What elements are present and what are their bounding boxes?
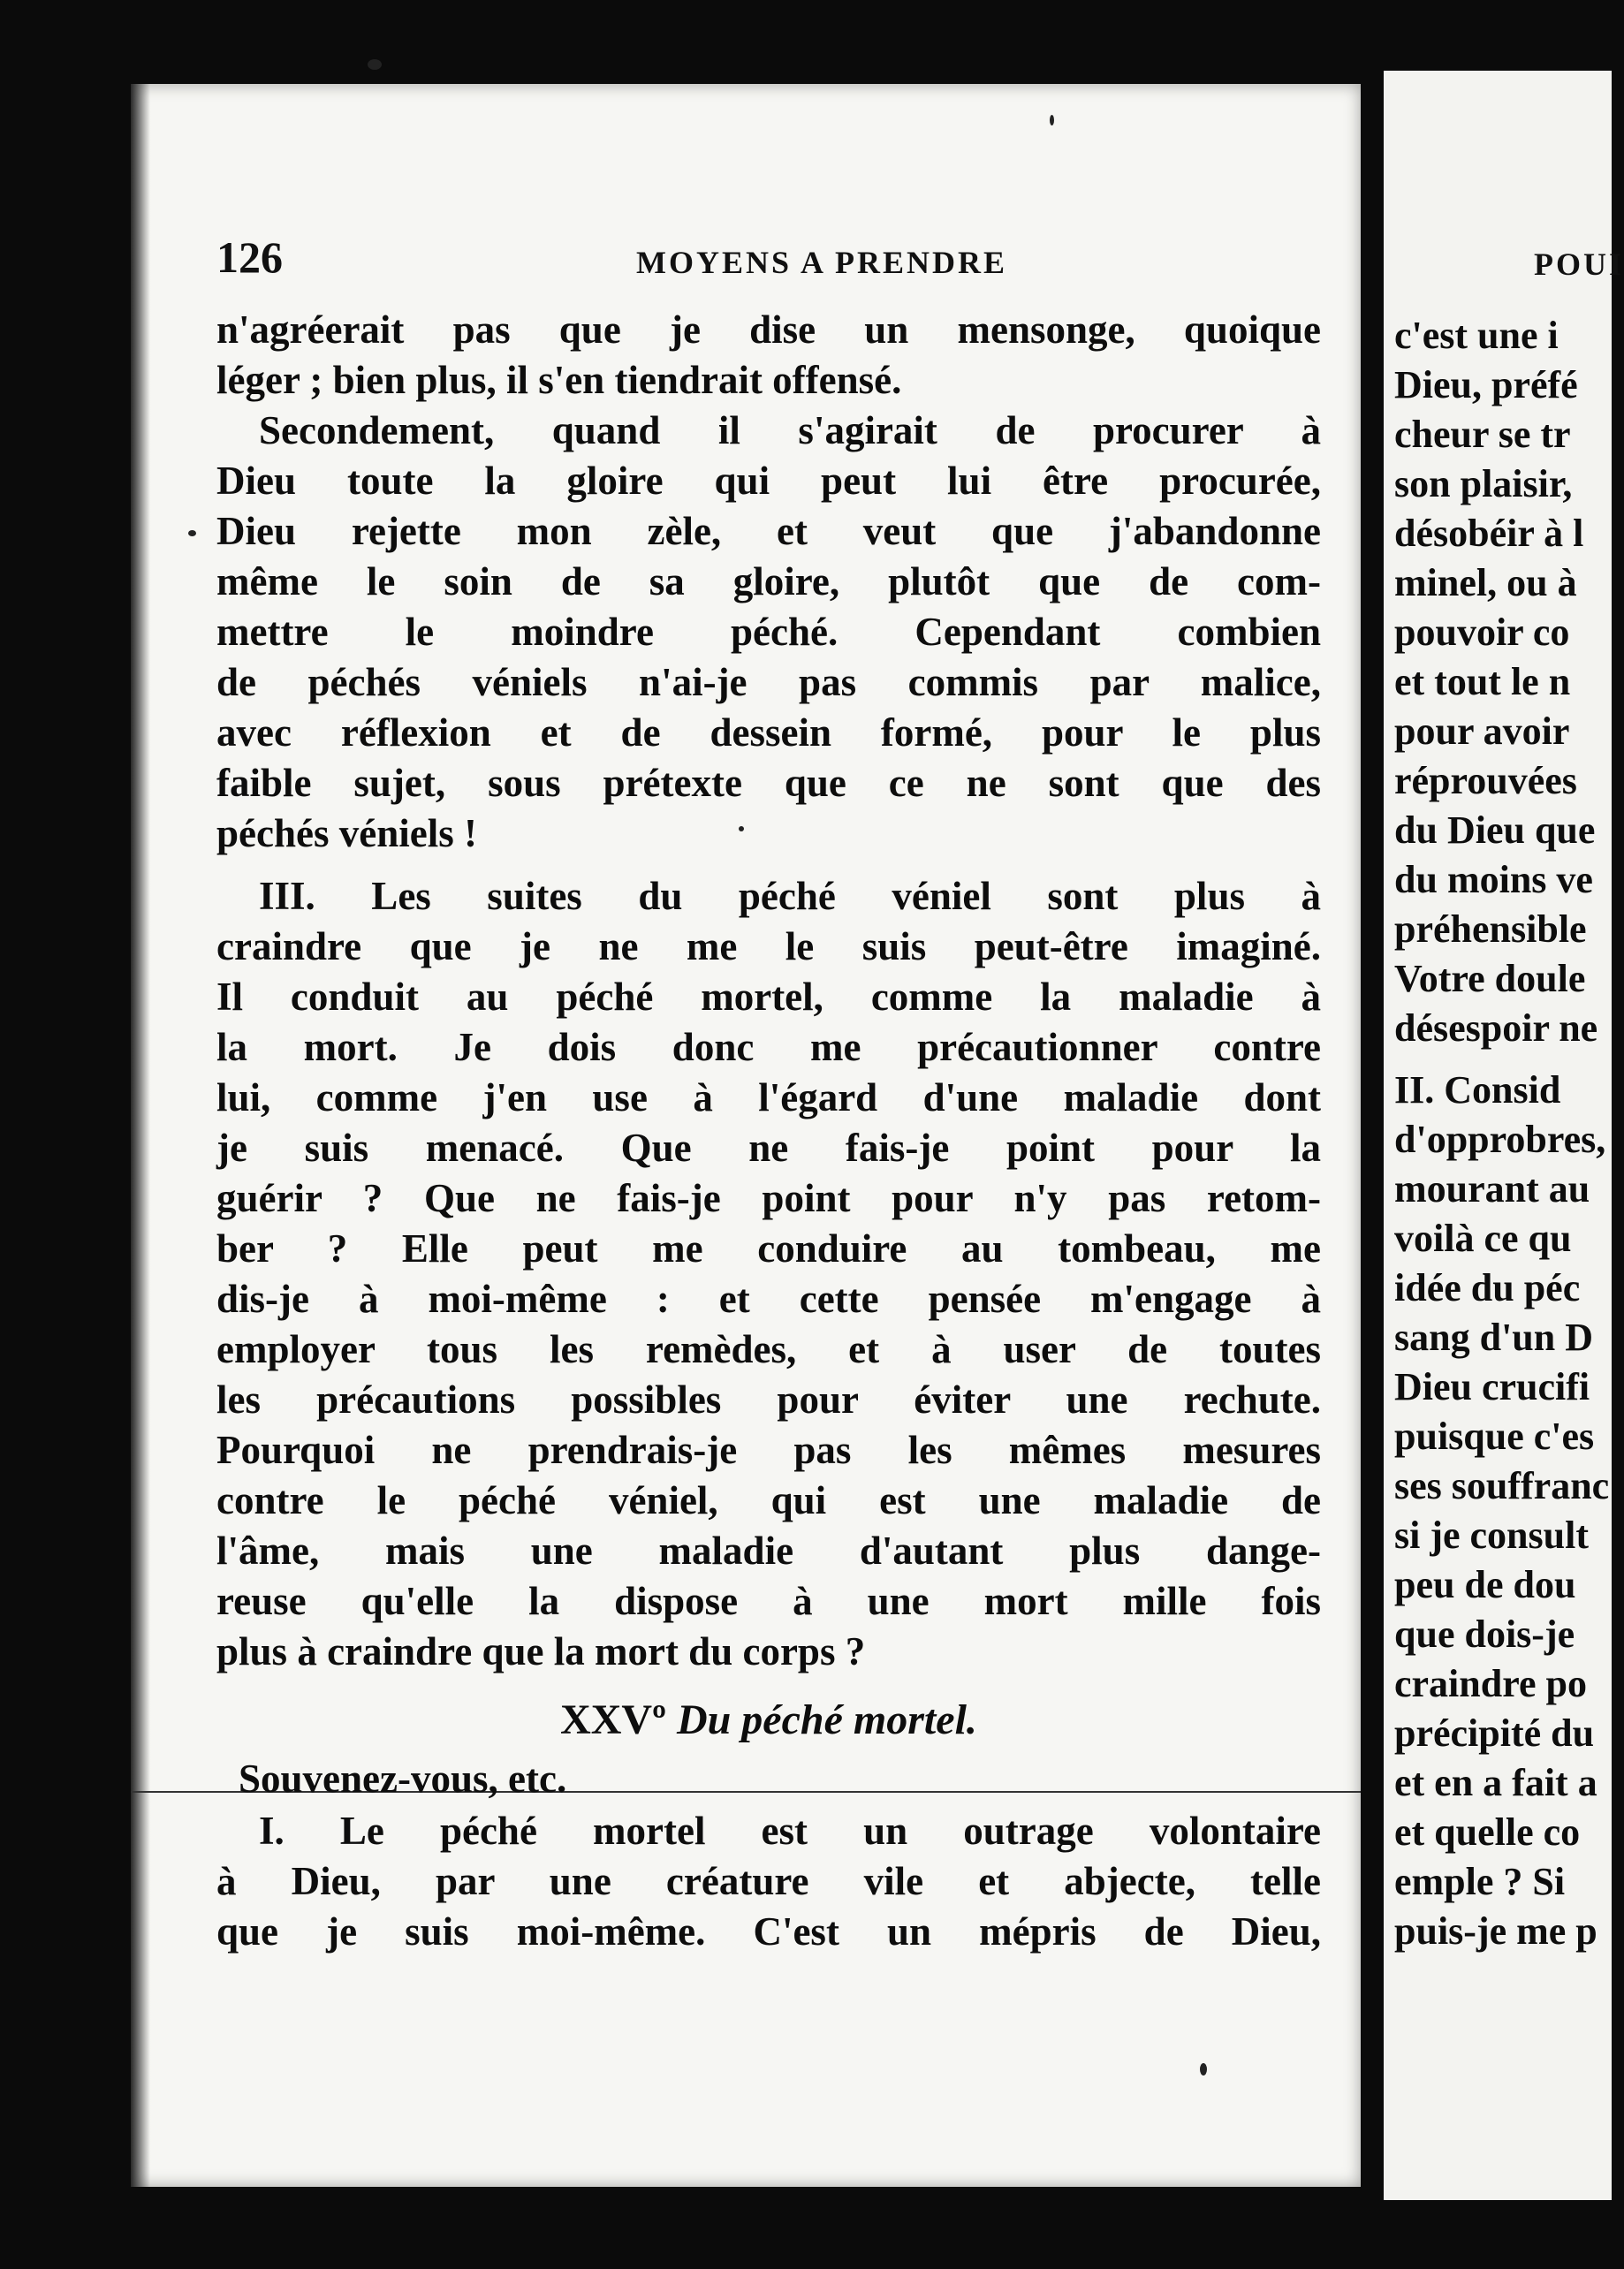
text-line: même le soin de sa gloire, plutôt que de com- [216,559,1321,603]
page-number: 126 [216,232,283,282]
right-text-line: Votre doule [1394,957,1586,1000]
section-title: Du péché mortel. [676,1696,977,1743]
right-text-line: préhensible [1394,907,1587,951]
text-line: dis-je à moi-même : et cette pensée m'engage à [216,1277,1321,1321]
text-line: guérir ? Que ne fais-je point pour n'y pas retom- [216,1176,1321,1220]
ink-speck [1050,115,1054,125]
text-line: n'agréerait pas que je dise un mensonge, quoique [216,307,1321,352]
right-text-line: c'est une i [1394,314,1559,357]
text-line: Secondement, quand il s'agirait de procurer à [259,408,1321,452]
text-line: lui, comme j'en use à l'égard d'une maladie dont [216,1075,1321,1119]
ink-speck [1200,2063,1207,2075]
right-text-line: son plaisir, [1394,462,1573,505]
right-text-line: voilà ce qu [1394,1217,1572,1260]
text-line: I. Le péché mortel est un outrage volontaire [259,1809,1321,1853]
right-page-fragment [1384,71,1624,2200]
text-line: reuse qu'elle la dispose à une mort mille fois [216,1579,1321,1623]
body-text [216,305,1321,1957]
ink-speck [188,530,196,536]
text-line: plus à craindre que la mort du corps ? [216,1629,866,1673]
right-text-line: désobéir à l [1394,512,1584,555]
right-text-line: du moins ve [1394,858,1593,901]
text-line: que je suis moi-même. C'est un mépris de Dieu, [216,1909,1321,1954]
text-line: craindre que je ne me le suis peut-être imaginé. [216,924,1321,968]
text-line: Dieu toute la gloire qui peut lui être procurée, [216,459,1321,503]
text-line: péchés véniels ! [216,811,477,855]
right-text-line: ses souffranc [1394,1464,1610,1507]
text-line: je suis menacé. Que ne fais-je point pour la [216,1126,1321,1170]
right-text-line: mourant au [1394,1167,1590,1210]
ink-speck [368,59,382,70]
right-text-line: Dieu, préfé [1394,363,1578,406]
text-line: Il conduit au péché mortel, comme la maladie à [216,975,1321,1019]
text-line: faible sujet, sous prétexte que ce ne sont que des [216,761,1321,805]
right-text-line: puisque c'es [1394,1415,1595,1458]
right-text-line: craindre po [1394,1662,1587,1705]
right-text-line: II. Consid [1394,1068,1561,1112]
right-text-line: désespoir ne [1394,1006,1598,1050]
right-text-line: cheur se tr [1394,413,1571,456]
text-line: contre le péché véniel, qui est une maladie de [216,1478,1321,1522]
right-text-line: emple ? Si [1394,1860,1566,1903]
text-line: avec réflexion et de dessein formé, pour le plus [216,710,1321,755]
reference-line: Souvenez-vous, etc. [239,1757,567,1801]
text-line: léger ; bien plus, il s'en tiendrait offensé. [216,358,902,402]
text-line: la mort. Je dois donc me précautionner contre [216,1025,1321,1069]
right-page-text [1394,311,1624,1956]
right-running-head: POUI [1534,247,1624,282]
section-number: XXVº [560,1696,666,1743]
text-line: les précautions possibles pour éviter une rechute. [216,1377,1321,1422]
section-heading [216,1689,1321,1751]
text-line: de péchés véniels n'ai-je pas commis par malice, [216,660,1321,704]
right-text-line: que dois-je [1394,1613,1575,1656]
right-text-line: et quelle co [1394,1810,1581,1854]
right-text-line: et en a fait a [1394,1761,1597,1804]
right-text-line: Dieu crucifi [1394,1365,1590,1408]
text-line: employer tous les remèdes, et à user de toutes [216,1327,1321,1371]
text-line: à Dieu, par une créature vile et abjecte, telle [216,1859,1321,1903]
text-line: Dieu rejette mon zèle, et veut que j'abandonne [216,509,1321,553]
right-text-line: et tout le n [1394,660,1571,703]
right-text-line: du Dieu que [1394,808,1596,852]
text-line: l'âme, mais une maladie d'autant plus dange- [216,1529,1321,1573]
right-text-line: pour avoir [1394,710,1570,753]
right-text-line: pouvoir co [1394,611,1570,654]
right-text-line: précipité du [1394,1711,1595,1755]
right-text-line: d'opprobres, [1394,1118,1606,1161]
right-text-line: puis-je me p [1394,1909,1597,1953]
page-header [216,231,1321,293]
right-text-line: minel, ou à [1394,561,1577,604]
text-line: mettre le moindre péché. Cependant combien [216,610,1321,654]
right-text-line: si je consult [1394,1514,1589,1557]
right-text-line: idée du péc [1394,1266,1581,1309]
page-edge-shadow [131,84,150,2187]
right-text-line: peu de dou [1394,1563,1576,1606]
text-line: Pourquoi ne prendrais-je pas les mêmes mesures [216,1428,1321,1472]
running-head: MOYENS A PRENDRE [636,245,1008,280]
right-text-line: réprouvées [1394,759,1577,802]
text-line: III. Les suites du péché véniel sont plus à [259,874,1321,918]
text-line: ber ? Elle peut me conduire au tombeau, me [216,1226,1321,1271]
right-text-line: sang d'un D [1394,1316,1594,1359]
